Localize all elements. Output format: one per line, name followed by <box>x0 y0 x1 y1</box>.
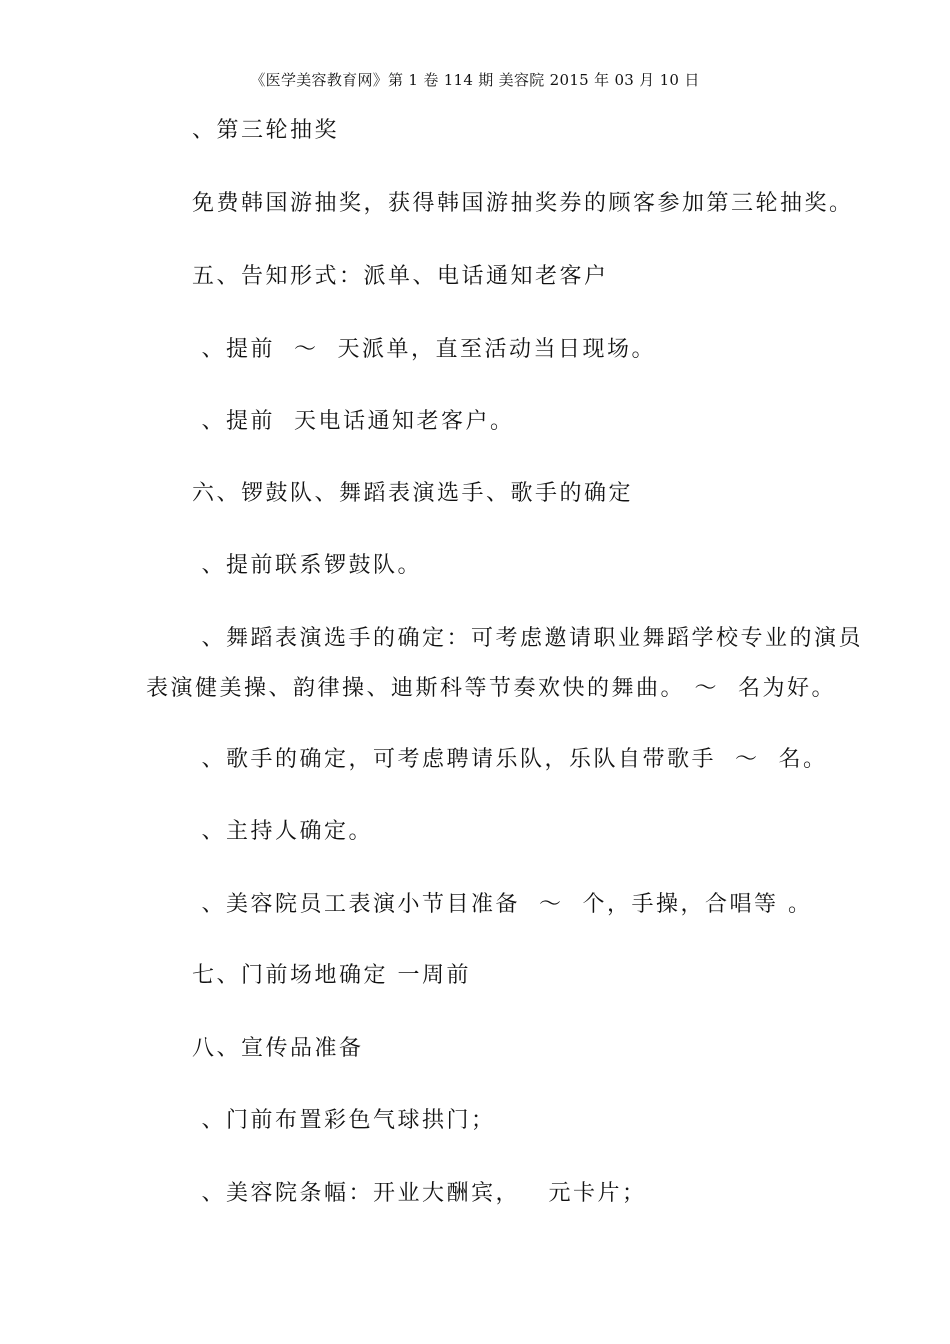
section-six-heading: 六、锣鼓队、舞蹈表演选手、歌手的确定 <box>192 481 634 506</box>
section-five-heading: 五、告知形式：派单、电话通知老客户 <box>192 264 609 289</box>
section-seven-heading: 七、门前场地确定 一周前 <box>192 963 471 988</box>
section-eight-heading: 八、宣传品准备 <box>192 1036 364 1061</box>
list-item-dance-performers: 、舞蹈表演选手的确定：可考虑邀请职业舞蹈学校专业的演员 <box>192 626 863 651</box>
list-item-dance-performers-continued: 表演健美操、韵律操、迪斯科等节奏欢快的舞曲。 ～ 名为好。 <box>146 676 836 701</box>
list-item-drum-team: 、提前联系锣鼓队。 <box>192 553 422 578</box>
list-item-host: 、主持人确定。 <box>192 819 373 844</box>
list-item-flyer-distribution: 、提前 ～ 天派单，直至活动当日现场。 <box>192 337 656 362</box>
section-third-draw-heading: 、第三轮抽奖 <box>192 118 340 143</box>
list-item-balloon-arch: 、门前布置彩色气球拱门； <box>192 1108 496 1133</box>
list-item-phone-notification: 、提前 天电话通知老客户。 <box>192 409 515 434</box>
list-item-staff-performance: 、美容院员工表演小节目准备 ～ 个，手操，合唱等 。 <box>192 892 813 917</box>
paragraph-korea-trip-draw: 免费韩国游抽奖，获得韩国游抽奖券的顾客参加第三轮抽奖。 <box>192 191 854 216</box>
list-item-singers: 、歌手的确定，可考虑聘请乐队，乐队自带歌手 ～ 名。 <box>192 747 828 772</box>
page-header: 《医学美容教育网》第 1 卷 114 期 美容院 2015 年 03 月 10 日 <box>250 71 700 89</box>
list-item-banner: 、美容院条幅：开业大酬宾， 元卡片； <box>192 1181 647 1206</box>
